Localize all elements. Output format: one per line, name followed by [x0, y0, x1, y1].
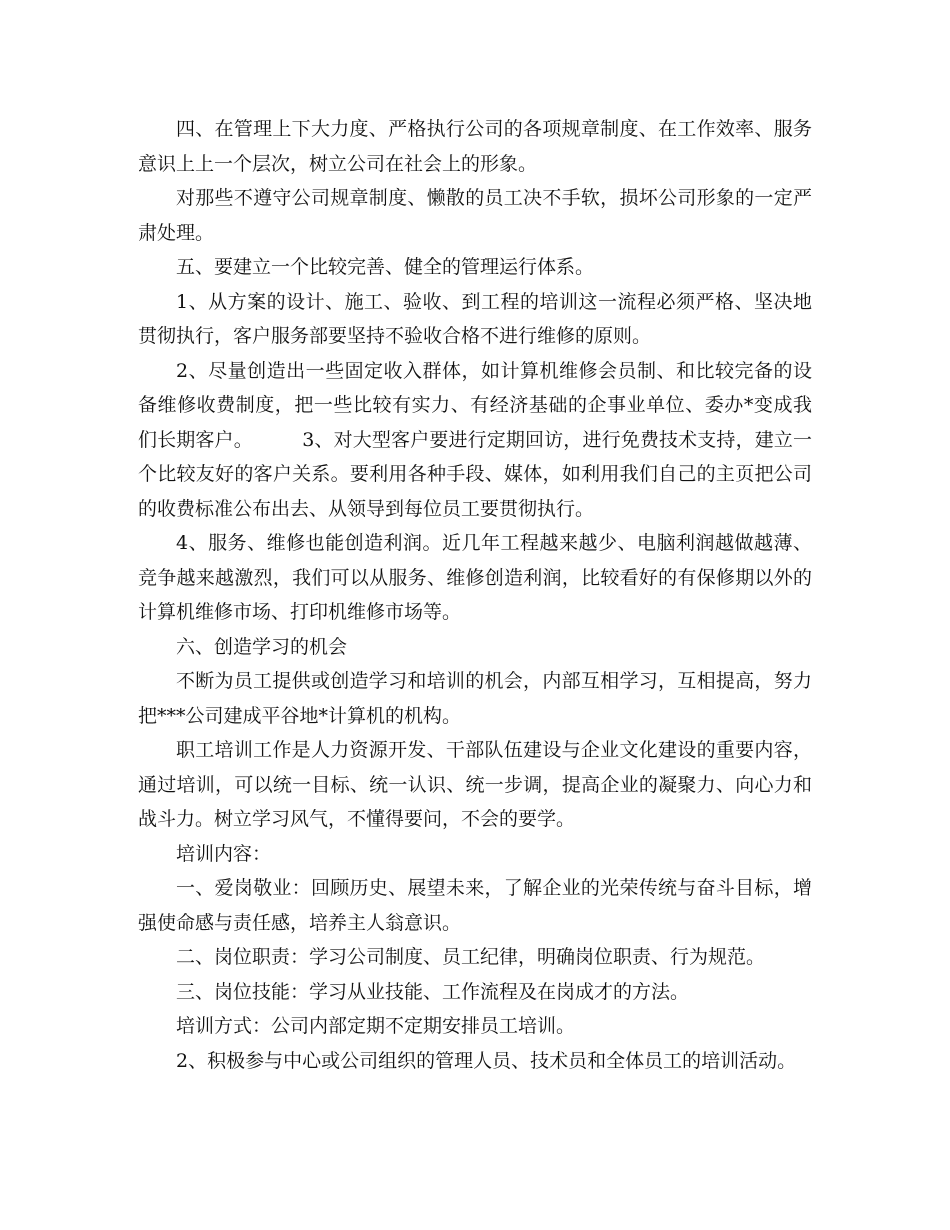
- paragraph-learning: 不断为员工提供或创造学习和培训的机会，内部互相学习，互相提高，努力把***公司建成平谷地*计算机的机构。: [138, 670, 812, 727]
- paragraph-item-2-3: 2、尽量创造出一些固定收入群体，如计算机维修会员制、和比较完备的设备维修收费制度，把一些比较有实力、有经济基础的企事业单位、委办*变成我们长期客户。 3、对大型客户要进行定期回访，进行免费技术支持，建立一个比较友好的客户关系。要利用各种手段、媒体，如利用我们自己的主页把公司的收费标准公布出去、从领导到每位员工要贯彻执行。: [138, 359, 812, 520]
- paragraph-item-1: 1、从方案的设计、施工、验收、到工程的培训这一流程必须严格、坚决地贯彻执行，客户服务部要坚持不验收合格不进行维修的原则。: [138, 290, 812, 347]
- paragraph-training-item-3: 三、岗位技能：学习从业技能、工作流程及在岗成才的方法。: [176, 980, 690, 1003]
- paragraph-discipline: 对那些不遵守公司规章制度、懒散的员工决不手软，损坏公司形象的一定严肃处理。: [138, 187, 812, 244]
- document-body: [138, 112, 812, 1078]
- paragraph-training-item-1: 一、爱岗敬业：回顾历史、展望未来，了解企业的光荣传统与奋斗目标，增强使命感与责任感，培养主人翁意识。: [138, 877, 812, 934]
- paragraph-section-five: 五、要建立一个比较完善、健全的管理运行体系。: [176, 256, 595, 278]
- paragraph-training-overview: 职工培训工作是人力资源开发、干部队伍建设与企业文化建设的重要内容，通过培训，可以统一目标、统一认识、统一步调，提高企业的凝聚力、向心力和战斗力。树立学习风气，不懂得要问，不会的要学。: [138, 739, 812, 830]
- paragraph-participation: 2、积极参与中心或公司组织的管理人员、技术员和全体员工的培训活动。: [176, 1049, 797, 1072]
- paragraph-training-method: 培训方式：公司内部定期不定期安排员工培训。: [176, 1015, 576, 1037]
- paragraph-training-item-2: 二、岗位职责：学习公司制度、员工纪律，明确岗位职责、行为规范。: [176, 946, 766, 968]
- paragraph-section-four: 四、在管理上下大力度、严格执行公司的各项规章制度、在工作效率、服务意识上上一个层次，树立公司在社会上的形象。: [138, 118, 812, 175]
- paragraph-item-4: 4、服务、维修也能创造利润。近几年工程越来越少、电脑利润越做越薄、竞争越来越激烈，我们可以从服务、维修创造利润，比较看好的有保修期以外的计算机维修市场、打印机维修市场等。: [138, 532, 812, 623]
- paragraph-training-content: 培训内容：: [176, 842, 272, 865]
- paragraph-section-six: 六、创造学习的机会: [176, 635, 348, 658]
